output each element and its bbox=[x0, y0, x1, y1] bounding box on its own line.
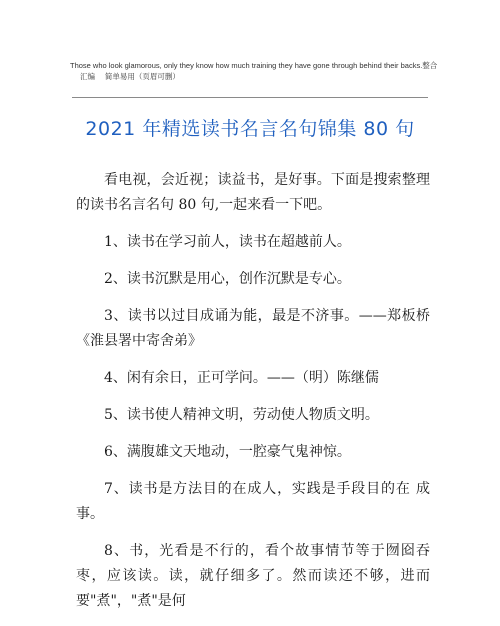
quote-item: 7、读书是方法目的在成人，实践是手段目的在 成事。 bbox=[76, 481, 430, 522]
document-title: 2021 年精选读书名言名句锦集 80 句 bbox=[85, 118, 415, 140]
quote-item: 2、读书沉默是用心，创作沉默是专心。 bbox=[104, 271, 351, 287]
document-body bbox=[76, 168, 430, 626]
header-english-quote: Those who look glamorous, only they know how much training they have gone through behind their backs.整合 bbox=[70, 61, 438, 70]
quote-item: 3、读书以过目成诵为能，最是不济事。——郑板桥《淮县署中寄舍弟》 bbox=[76, 308, 430, 349]
page-header bbox=[70, 60, 438, 82]
quote-item: 8、书，光看是不行的，看个故事情节等于囫囵吞枣，应该读。读，就仔细多了。然而读还不够，进而要"煮"，"煮"是何 bbox=[76, 543, 430, 609]
header-divider bbox=[72, 97, 428, 98]
header-subtitle: 汇编 简单易用（页眉可删） bbox=[80, 72, 180, 81]
quote-item: 5、读书使人精神文明，劳动使人物质文明。 bbox=[104, 407, 379, 423]
quote-item: 6、满腹雄文天地动，一腔豪气鬼神惊。 bbox=[104, 444, 351, 460]
quote-item: 1、读书在学习前人，读书在超越前人。 bbox=[104, 234, 351, 250]
intro-paragraph: 看电视，会近视；读益书，是好事。下面是搜索整理的读书名言名句 80 句,一起来看一下吧。 bbox=[76, 172, 430, 213]
quote-item: 4、闲有余日，正可学问。——（明）陈继儒 bbox=[104, 370, 379, 386]
